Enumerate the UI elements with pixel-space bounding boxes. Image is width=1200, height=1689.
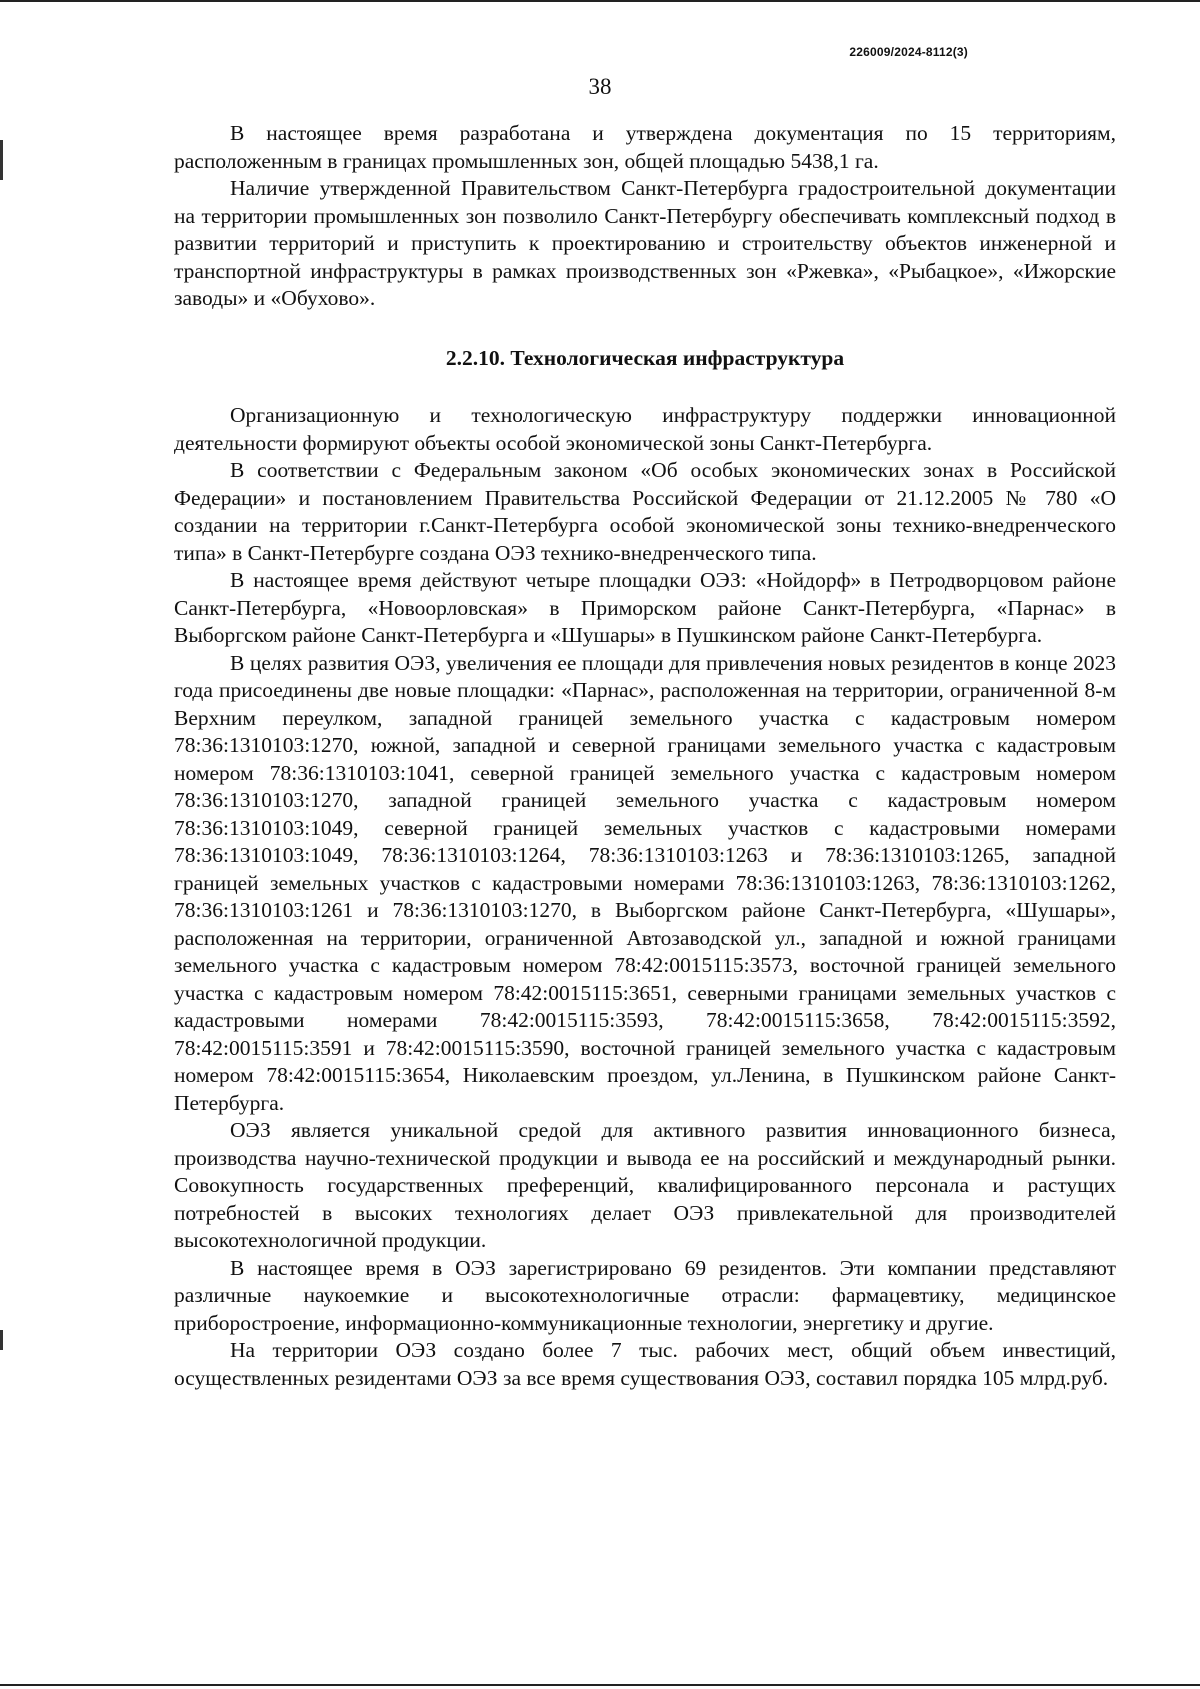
- paragraph: В настоящее время действуют четыре площадки ОЭЗ: «Нойдорф» в Петродворцовом районе Санкт-Петербурга, «Новоорловская» в Приморском районе Санкт-Петербурга, «Парнас» в Выборгском районе Санкт-Петербурга и «Шушары» в Пушкинском районе Санкт-Петербурга.: [174, 568, 1116, 647]
- paragraph: На территории ОЭЗ создано более 7 тыс. рабочих мест, общий объем инвестиций, осуществленных резидентами ОЭЗ за все время существования ОЭЗ, составил порядка 105 млрд.руб.: [174, 1338, 1116, 1390]
- scan-edge-mark: [0, 140, 3, 180]
- bottom-border-line: [0, 1684, 1200, 1686]
- section-heading: 2.2.10. Технологическая инфраструктура: [445, 345, 845, 370]
- scan-edge-mark: [0, 1330, 3, 1350]
- page-number: 38: [588, 74, 612, 99]
- paragraph: В целях развития ОЭЗ, увеличения ее площади для привлечения новых резидентов в конце 2023 года присоединены две новые площадки: «Парнас», расположенная на территории, ограниченной 8-м Верхним переулком, западной границей земельного участка с кадастровым номером 78:36:1310103:1270, южной, западной и северной границами земельного участка с кадастровым номером 78:36:1310103:1041, северной границей земельного участка с кадастровым номером 78:36:1310103:1270, западной границей земельного участка с кадастровым номером 78:36:1310103:1049, северной границей земельных участков с кадастровыми номерами 78:36:1310103:1049, 78:36:1310103:1264, 78:36:1310103:1263 и 78:36:1310103:1265, западной границей земельных участков с кадастровыми номерами 78:36:1310103:1263, 78:36:1310103:1262, 78:36:1310103:1261 и 78:36:1310103:1270, в Выборгском районе Санкт-Петербурга, «Шушары», расположенная на территории, ограниченной Автозаводской ул., западной и южной границами земельного участка с кадастровым номером 78:42:0015115:3573, восточной границей земельного участка с кадастровым номером 78:42:0015115:3651, северными границами земельных участков с кадастровыми номерами 78:42:0015115:3593, 78:42:0015115:3658, 78:42:0015115:3592, 78:42:0015115:3591 и 78:42:0015115:3590, восточной границей земельного участка с кадастровым номером 78:42:0015115:3654, Николаевским проездом, ул.Ленина, в Пушкинском районе Санкт-Петербурга.: [174, 650, 1116, 1115]
- paragraph: В настоящее время разработана и утверждена документация по 15 территориям, расположенным в границах промышленных зон, общей площадью 5438,1 га.: [174, 121, 1116, 173]
- top-border-line: [0, 0, 1200, 2]
- paragraph: Наличие утвержденной Правительством Санкт-Петербурга градостроительной документации на территории промышленных зон позволило Санкт-Петербургу обеспечивать комплексный подход в развитии территорий и приступить к проектированию и строительству объектов инженерной и транспортной инфраструктуры в рамках производственных зон «Ржевка», «Рыбацкое», «Ижорские заводы» и «Обухово».: [174, 176, 1116, 310]
- paragraph: В настоящее время в ОЭЗ зарегистрировано 69 резидентов. Эти компании представляют различные наукоемкие и высокотехнологичные отрасли: фармацевтику, медицинское приборостроение, информационно-коммуникационные технологии, энергетику и другие.: [174, 1255, 1116, 1335]
- paragraph: Организационную и технологическую инфраструктуру поддержки инновационной деятельности формируют объекты особой экономической зоны Санкт-Петербурга.: [174, 403, 1116, 455]
- document-id: 226009/2024-8112(3): [849, 45, 968, 59]
- paragraph: В соответствии с Федеральным законом «Об особых экономических зонах в Российской Федерации» и постановлением Правительства Российской Федерации от 21.12.2005 № 780 «О создании на территории г.Санкт-Петербурга особой экономической зоны технико-внедренческого типа» в Санкт-Петербурге создана ОЭЗ технико-внедренческого типа.: [174, 458, 1116, 565]
- document-body: [174, 120, 1116, 1392]
- paragraph: ОЭЗ является уникальной средой для активного развития инновационного бизнеса, производства научно-технической продукции и вывода ее на российский и международный рынки. Совокупность государственных преференций, квалифицированного персонала и растущих потребностей в высоких технологиях делает ОЭЗ привлекательной для производителей высокотехнологичной продукции.: [174, 1118, 1116, 1252]
